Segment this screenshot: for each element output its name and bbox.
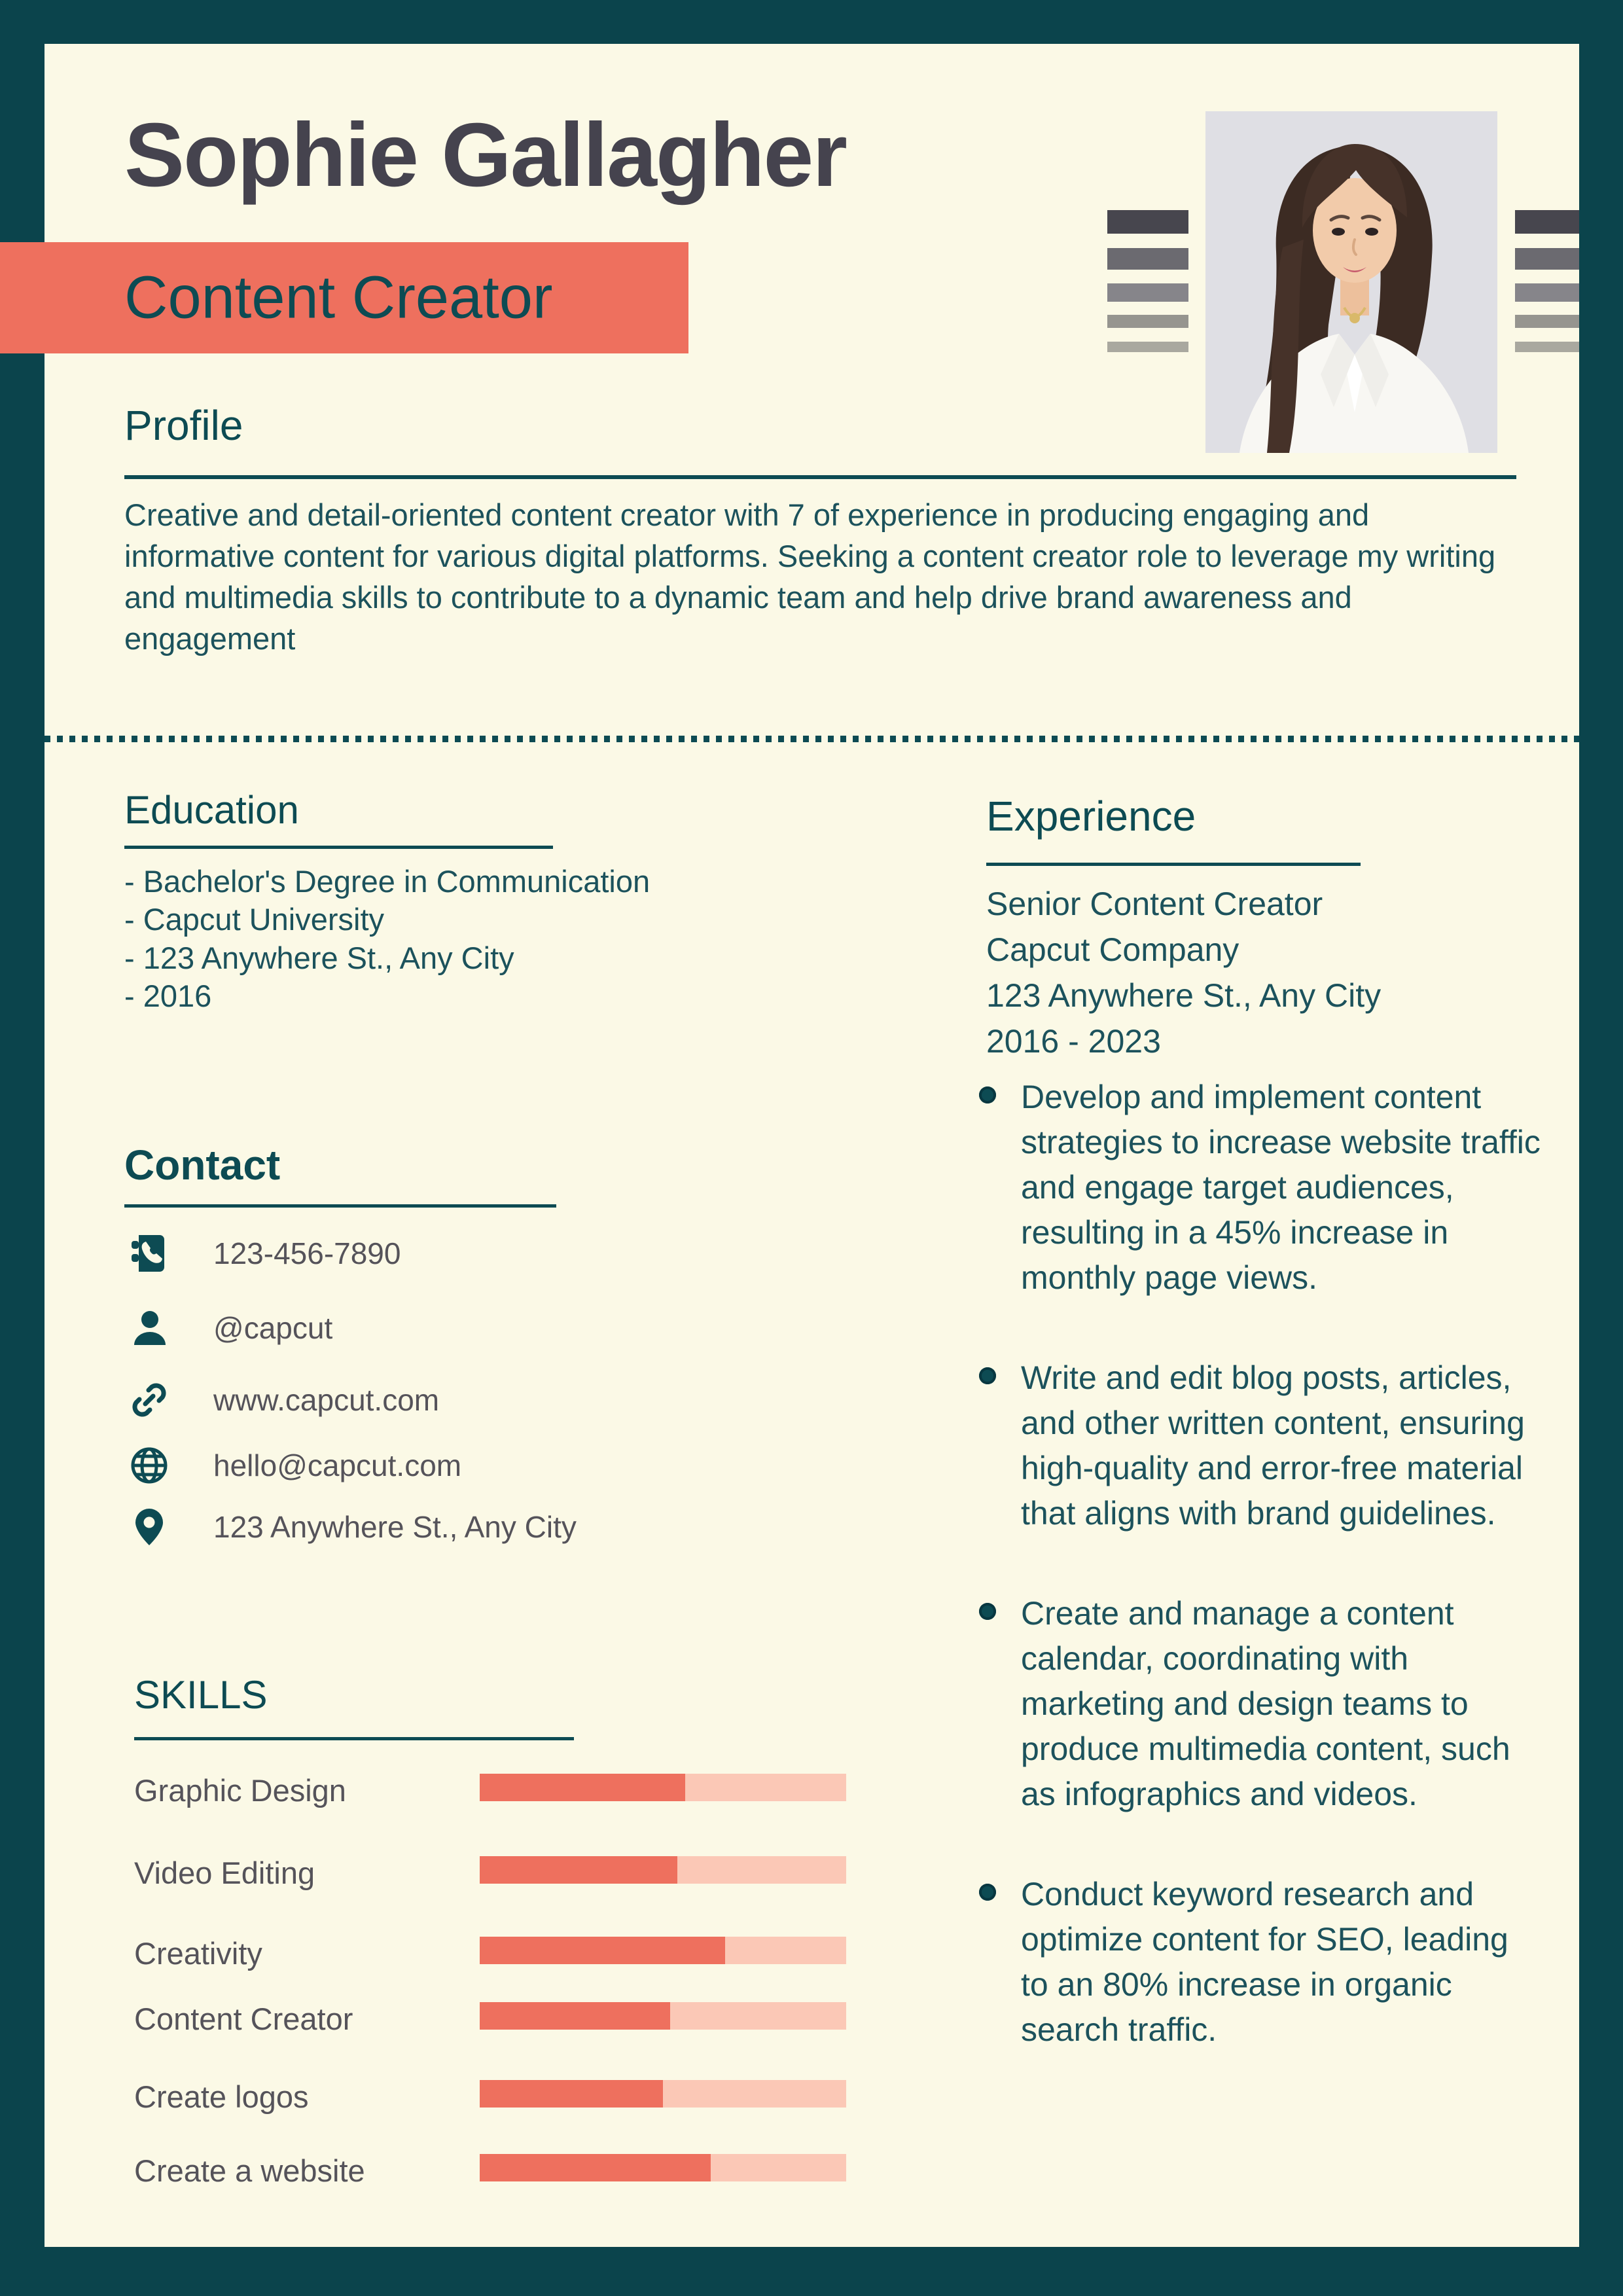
skill-bar bbox=[480, 2002, 846, 2030]
skill-bar bbox=[480, 2080, 846, 2108]
deco-bar bbox=[1515, 342, 1579, 352]
person-name: Sophie Gallagher bbox=[124, 105, 846, 206]
skill-bar-fill bbox=[480, 2154, 711, 2181]
experience-meta bbox=[986, 881, 1575, 1064]
deco-bar bbox=[1107, 283, 1188, 302]
job-title-banner bbox=[0, 242, 688, 353]
experience-bullet: Develop and implement content strategies to increase website traffic and engage target audiences, resulting in a 45% increase in monthly page views. bbox=[979, 1075, 1542, 1300]
skill-bar bbox=[480, 1937, 846, 1964]
profile-summary: Creative and detail-oriented content creator with 7 of experience in producing engaging and informative content for various digital platforms. Seeking a content creator role to leverage my writing and multimedia skills to contribute to a dynamic team and help drive brand awareness and engagement bbox=[124, 497, 1496, 656]
skill-bar bbox=[480, 2154, 846, 2181]
user-icon bbox=[128, 1307, 170, 1349]
globe-icon bbox=[128, 1444, 170, 1486]
skill-row bbox=[134, 1774, 861, 1806]
experience-role: Senior Content Creator bbox=[986, 886, 1323, 922]
job-title: Content Creator bbox=[124, 264, 553, 331]
portrait-illustration bbox=[1205, 111, 1497, 453]
website-url: www.capcut.com bbox=[213, 1383, 440, 1417]
deco-bar bbox=[1107, 248, 1188, 270]
experience-underline bbox=[986, 863, 1361, 866]
skill-bar-fill bbox=[480, 1774, 685, 1801]
skill-bar-fill bbox=[480, 1937, 725, 1964]
skill-bar bbox=[480, 1774, 846, 1801]
education-heading: Education bbox=[124, 788, 299, 832]
experience-heading: Experience bbox=[986, 793, 1196, 840]
skill-label: Creativity bbox=[134, 1936, 262, 1971]
education-item: - Bachelor's Degree in Communication bbox=[124, 864, 651, 899]
skill-row bbox=[134, 2080, 861, 2113]
skill-row bbox=[134, 1856, 861, 1889]
deco-bar bbox=[1515, 283, 1579, 302]
skills-underline bbox=[134, 1737, 574, 1740]
contact-heading: Contact bbox=[124, 1141, 281, 1189]
profile-photo bbox=[1205, 111, 1497, 453]
skill-bar bbox=[480, 1856, 846, 1884]
skill-label: Create a website bbox=[134, 2153, 365, 2188]
contact-row-handle bbox=[128, 1306, 332, 1350]
skill-label: Create logos bbox=[134, 2079, 309, 2114]
skill-bar-fill bbox=[480, 1856, 677, 1884]
skill-label: Video Editing bbox=[134, 1856, 315, 1890]
deco-bar bbox=[1107, 315, 1188, 328]
experience-bullet: Write and edit blog posts, articles, and other written content, ensuring high-quality and error-free material that aligns with brand guidelines. bbox=[979, 1355, 1542, 1536]
dotted-divider bbox=[45, 736, 1579, 742]
skills-heading: SKILLS bbox=[134, 1673, 268, 1717]
experience-bullet-list bbox=[979, 1075, 1542, 2108]
experience-bullet: Conduct keyword research and optimize content for SEO, leading to an 80% increase in organic search traffic. bbox=[979, 1872, 1542, 2053]
contact-underline bbox=[124, 1204, 556, 1208]
contact-row-email bbox=[128, 1444, 461, 1487]
skill-row bbox=[134, 1937, 861, 1969]
deco-bar bbox=[1515, 210, 1579, 234]
contact-row-website bbox=[128, 1378, 439, 1422]
deco-bar bbox=[1515, 315, 1579, 328]
street-address: 123 Anywhere St., Any City bbox=[213, 1510, 577, 1544]
profile-heading: Profile bbox=[124, 402, 243, 449]
location-pin-icon bbox=[128, 1506, 170, 1548]
contact-row-phone bbox=[128, 1232, 401, 1275]
phone-number: 123-456-7890 bbox=[213, 1236, 401, 1270]
social-handle: @capcut bbox=[213, 1311, 333, 1345]
education-underline bbox=[124, 846, 553, 849]
contact-row-address bbox=[128, 1505, 577, 1549]
phone-book-icon bbox=[128, 1232, 170, 1274]
skill-label: Graphic Design bbox=[134, 1773, 346, 1808]
email-address: hello@capcut.com bbox=[213, 1448, 462, 1482]
education-list bbox=[124, 863, 910, 1015]
skill-row bbox=[134, 2154, 861, 2187]
experience-period: 2016 - 2023 bbox=[986, 1023, 1161, 1060]
experience-address: 123 Anywhere St., Any City bbox=[986, 977, 1382, 1014]
experience-bullet: Create and manage a content calendar, coordinating with marketing and design teams to produce multimedia content, such as infographics and videos. bbox=[979, 1591, 1542, 1817]
deco-bar bbox=[1107, 210, 1188, 234]
deco-bar bbox=[1107, 342, 1188, 352]
skill-row bbox=[134, 2002, 861, 2035]
profile-underline bbox=[124, 475, 1516, 479]
skill-bar-fill bbox=[480, 2002, 670, 2030]
education-item: - 123 Anywhere St., Any City bbox=[124, 940, 514, 975]
education-item: - Capcut University bbox=[124, 902, 384, 937]
deco-bar bbox=[1515, 248, 1579, 270]
education-item: - 2016 bbox=[124, 978, 212, 1013]
skill-bar-fill bbox=[480, 2080, 663, 2108]
experience-company: Capcut Company bbox=[986, 931, 1240, 968]
skill-label: Content Creator bbox=[134, 2001, 353, 2036]
link-icon bbox=[128, 1379, 170, 1421]
